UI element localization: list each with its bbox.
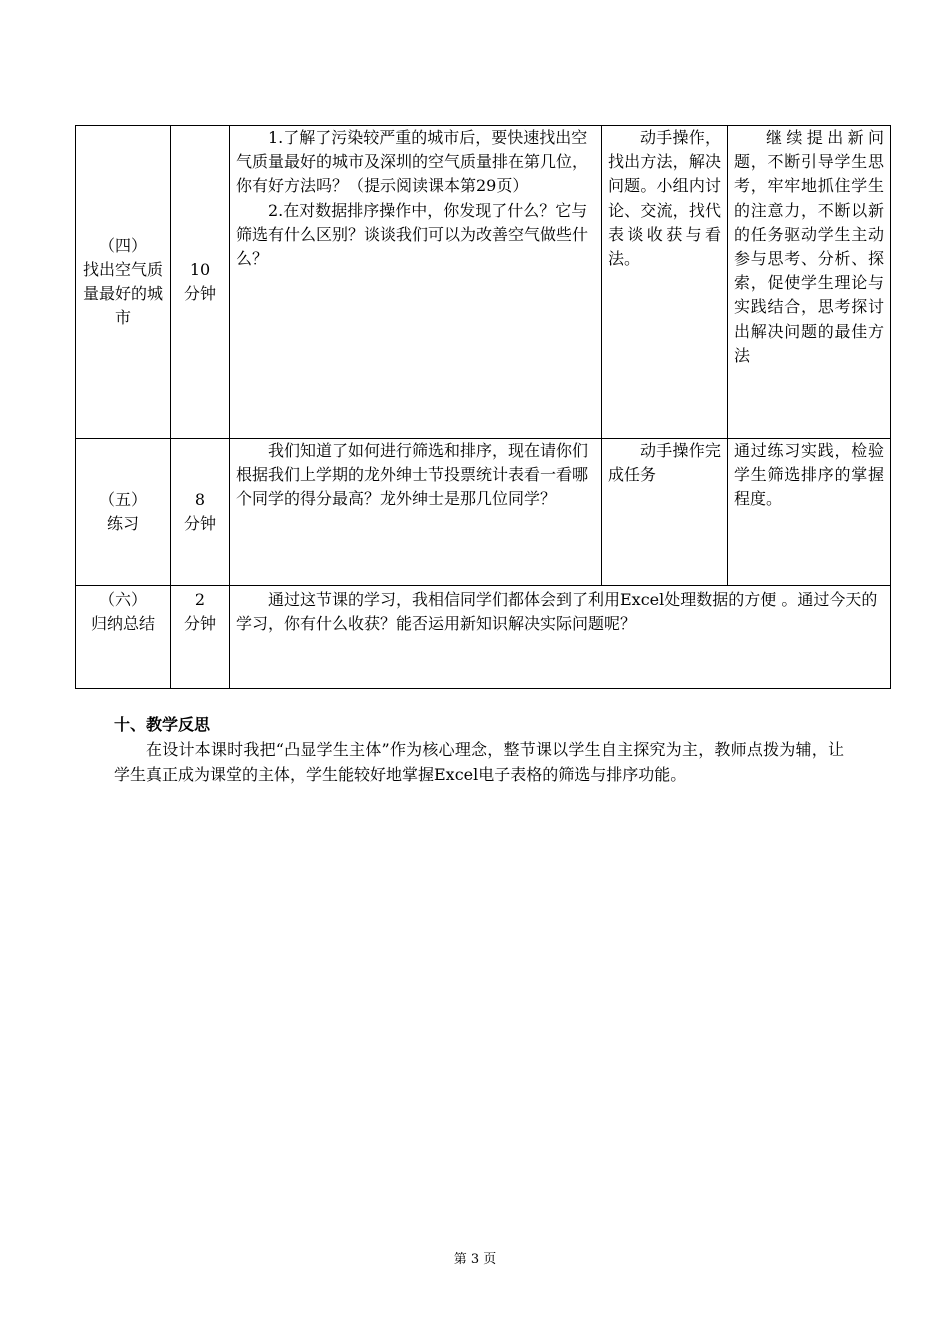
design-intent-cell [728, 439, 891, 586]
design-intent-text: 通过练习实践，检验学生筛选排序的掌握程度。 [734, 441, 884, 509]
table-row [76, 126, 891, 439]
content-paragraph: 2.在对数据排序操作中，你发现了什么？它与筛选有什么区别？谈谈我们可以为改善空气做些什么？ [236, 200, 589, 269]
table-row [76, 439, 891, 586]
design-intent-cell [728, 126, 891, 439]
time-unit: 分钟 [183, 284, 216, 303]
stage-cell [76, 126, 171, 439]
table-row [76, 586, 891, 689]
content-paragraph: 我们知道了如何进行筛选和排序，现在请你们根据我们上学期的龙外绅士节投票统计表看一看哪个同学的得分最高？龙外绅士是那几位同学？ [236, 441, 589, 509]
stage-number: （六） [98, 590, 147, 609]
student-activity-text: 动手操作，找出方法，解决问题。小组内讨论、交流，找代表谈收获与看法。 [608, 128, 721, 269]
student-activity-cell [602, 126, 728, 439]
section-heading: 十、教学反思 [114, 715, 211, 734]
stage-number: （五） [98, 489, 147, 509]
reflection-paragraph: 在设计本课时我把“凸显学生主体”作为核心理念，整节课以学生自主探究为主，教师点拨为辅，让学生真正成为课堂的主体，学生能较好地掌握Excel电子表格的筛选与排序功能。 [114, 740, 844, 784]
teaching-content-cell [230, 126, 602, 439]
content-paragraph: 1.了解了污染较严重的城市后，要快速找出空气质量最好的城市及深圳的空气质量排在第几位，你有好方法吗？（提示阅读课本第29页） [236, 128, 589, 196]
time-cell [171, 126, 230, 439]
stage-cell [76, 439, 171, 586]
student-activity-text: 动手操作完成任务 [608, 441, 721, 485]
time-cell [171, 586, 230, 689]
summary-content-cell [230, 586, 891, 689]
time-value: 2 [194, 590, 206, 609]
time-cell [171, 439, 230, 586]
stage-title: 归纳总结 [90, 614, 155, 634]
lesson-plan-table [75, 125, 884, 689]
stage-cell [76, 586, 171, 689]
stage-title: 找出空气质量最好的城市 [82, 259, 163, 328]
stage-title: 练习 [106, 514, 139, 533]
stage-number: （四） [98, 235, 147, 255]
time-value: 10 [189, 259, 211, 279]
time-unit: 分钟 [183, 614, 216, 634]
time-value: 8 [194, 489, 206, 509]
time-unit: 分钟 [183, 514, 216, 533]
page-number: 第 3 页 [453, 1252, 497, 1267]
content-paragraph: 通过这节课的学习，我相信同学们都体会到了利用Excel处理数据的方便 。通过今天的学习，你有什么收获？能否运用新知识解决实际问题呢？ [236, 590, 878, 634]
teaching-content-cell [230, 439, 602, 586]
design-intent-text: 继续提出新问题，不断引导学生思考，牢牢地抓住学生的注意力，不断以新的任务驱动学生主动参与思考、分析、探索，促使学生理论与实践结合，思考探讨出解决问题的最佳方法 [734, 128, 884, 365]
student-activity-cell [602, 439, 728, 586]
reflection-section [114, 712, 844, 787]
